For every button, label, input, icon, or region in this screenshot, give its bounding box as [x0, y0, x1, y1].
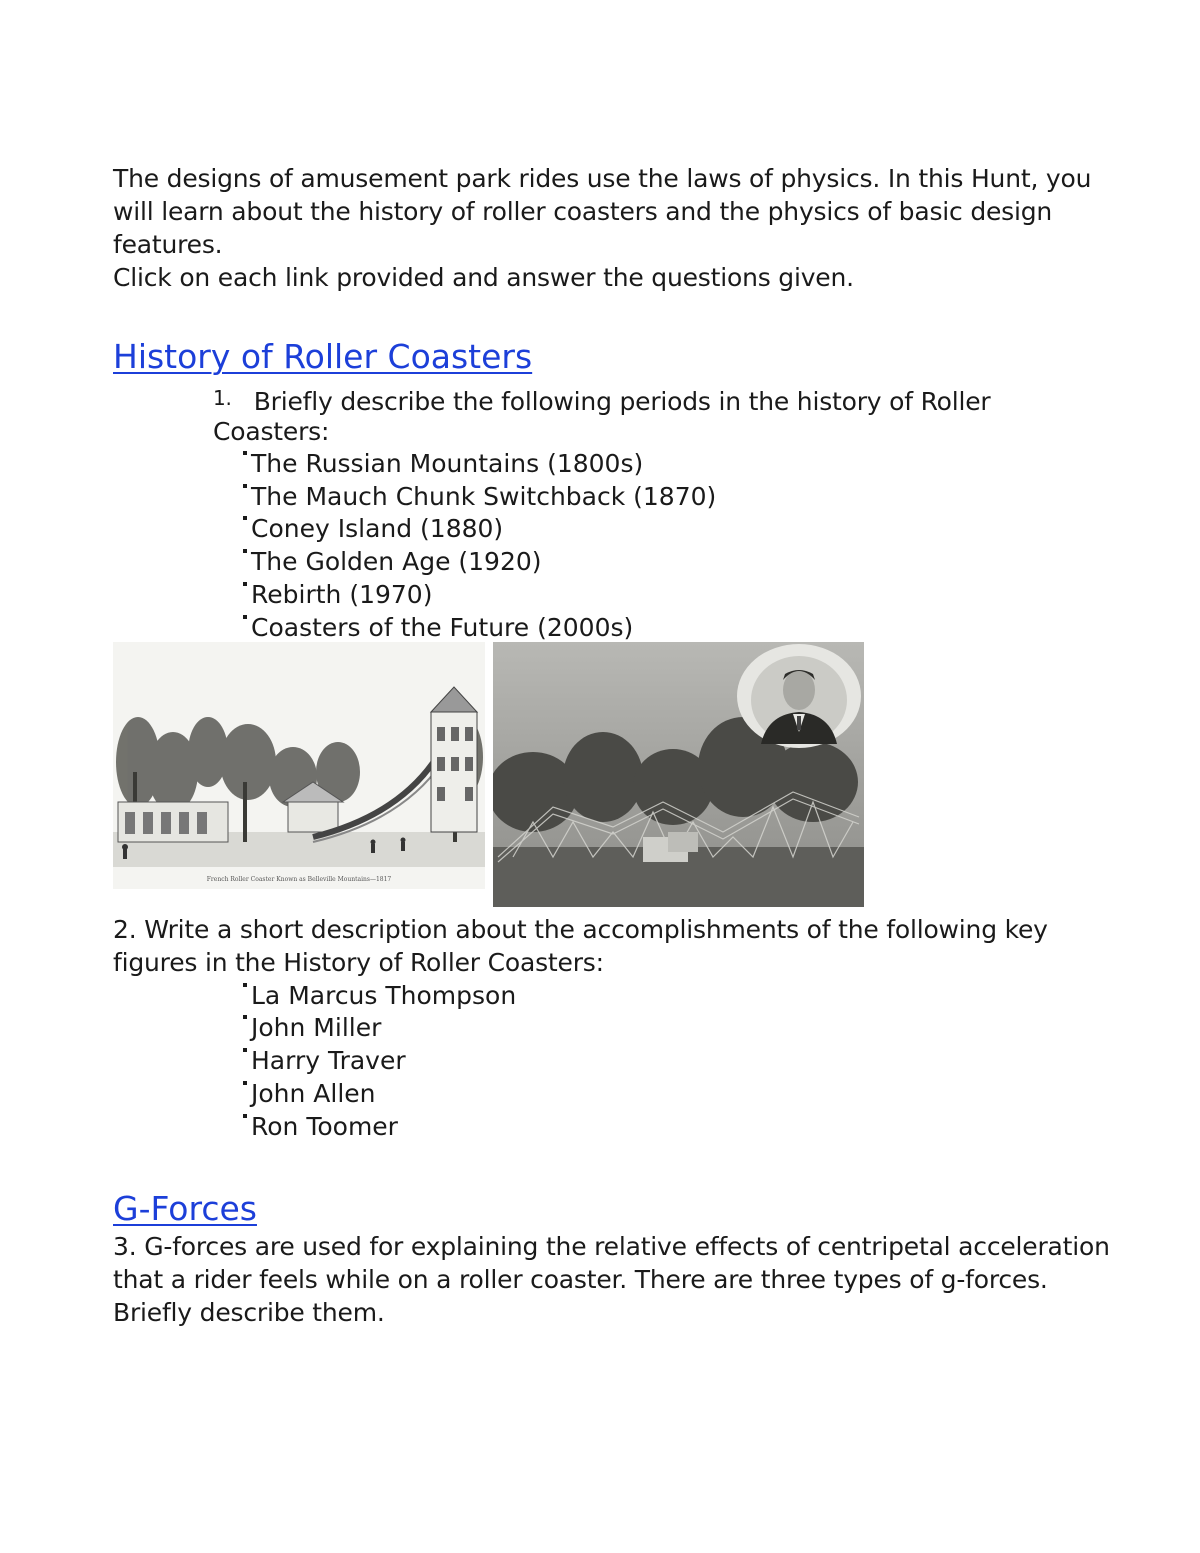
question-1-number: 1.: [213, 386, 232, 410]
question-1-line-1: [213, 382, 990, 418]
list-item: The Russian Mountains (1800s): [243, 447, 643, 480]
etching-caption: French Roller Coaster Known as Belleville Mountains—1817: [206, 876, 392, 883]
question-2-line-2: figures in the History of Roller Coasters:: [113, 948, 604, 977]
question-3-line-3: Briefly describe them.: [113, 1298, 385, 1327]
list-item: Coney Island (1880): [243, 512, 503, 545]
bullet-icon: [243, 1048, 247, 1052]
bullet-icon: [243, 484, 247, 488]
intro-line-2: will learn about the history of roller coasters and the physics of basic design: [113, 197, 1053, 226]
list-item: John Miller: [243, 1011, 381, 1044]
bullet-icon: [243, 1114, 247, 1118]
belleville-mountains-etching: [113, 642, 485, 889]
list-item: The Mauch Chunk Switchback (1870): [243, 480, 716, 513]
bullet-icon: [243, 516, 247, 520]
bullet-icon: [243, 983, 247, 987]
intro-line-1: The designs of amusement park rides use the laws of physics. In this Hunt, you: [113, 164, 1092, 193]
coaster-photo-illustration: [493, 642, 864, 907]
etching-illustration: [113, 642, 485, 889]
bullet-icon: [243, 549, 247, 553]
g-forces-link[interactable]: G-Forces: [113, 1189, 257, 1228]
bullet-icon: [243, 451, 247, 455]
question-1-line-2: Coasters:: [213, 417, 330, 446]
bullet-icon: [243, 1081, 247, 1085]
question-1-text: Briefly describe the following periods in the history of Roller: [253, 387, 991, 416]
history-of-roller-coasters-link[interactable]: History of Roller Coasters: [113, 337, 533, 376]
list-item: La Marcus Thompson: [243, 979, 516, 1012]
list-item: Harry Traver: [243, 1044, 406, 1077]
bullet-icon: [243, 615, 247, 619]
bullet-icon: [243, 1015, 247, 1019]
intro-line-3: features.: [113, 230, 223, 259]
question-2-line-1: 2. Write a short description about the accomplishments of the following key: [113, 915, 1048, 944]
wooden-coaster-photo: [493, 642, 864, 907]
list-item: Rebirth (1970): [243, 578, 432, 611]
bullet-icon: [243, 582, 247, 586]
list-item: The Golden Age (1920): [243, 545, 542, 578]
list-item: Ron Toomer: [243, 1110, 398, 1143]
intro-line-4: Click on each link provided and answer the questions given.: [113, 263, 854, 292]
list-item: Coasters of the Future (2000s): [243, 611, 633, 644]
question-3-line-2: that a rider feels while on a roller coaster. There are three types of g-forces.: [113, 1265, 1048, 1294]
list-item: John Allen: [243, 1077, 376, 1110]
question-3-line-1: 3. G-forces are used for explaining the relative effects of centripetal acceleration: [113, 1232, 1110, 1261]
